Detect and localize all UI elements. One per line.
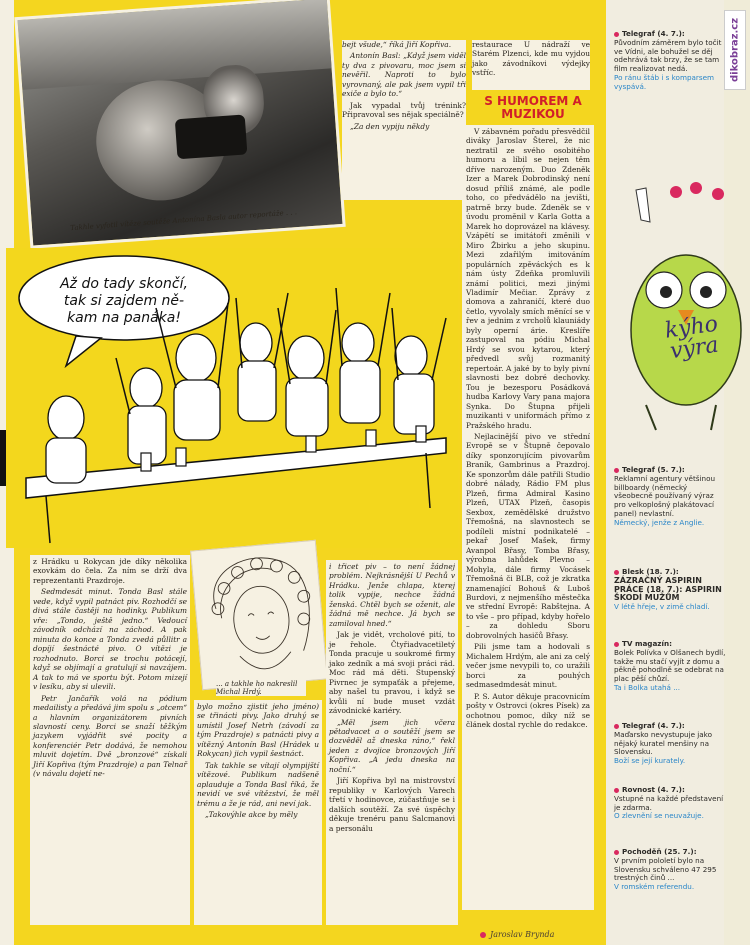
bullet-icon xyxy=(480,932,486,938)
kyho-vyra-title: kýho výra xyxy=(663,311,721,365)
paragraph: bejt všude,“ říká Jiří Kopřiva. xyxy=(342,40,452,49)
article-column-right xyxy=(462,125,594,910)
speech-bubble-line2: tak si zajdem ně- xyxy=(63,293,185,309)
source-label: Telegraf (4. 7.): xyxy=(622,29,685,38)
paragraph: Jak je vidět, vrcholové pití, to je řehole. Čtyřiadvacetiletý Tonda pracuje u soukromé firmy jako zedník a má svoji práci rád. Moc rád má děti. Stupenský Pivrnec je sympaťák a přejeme, aby našel tu pravou, i když se kvůli ní bude muset vzdát závodnické kariéry. xyxy=(329,630,455,716)
source-label: Telegraf (4. 7.): xyxy=(622,721,685,730)
sidebar-item xyxy=(614,640,726,693)
paragraph: z Hrádku u Rokycan jde díky několika exovkám do čela. Za ním se drží dva reprezentanti Prazdroje. xyxy=(33,557,187,585)
paragraph: Nejlacinější pivo ve střední Evropě se v Štupně čepovalo díky sponzorujícím pivovarům Braník, Gambrinus a Prazdroj. Ke sponzorům dále patřili Studio dobré nálady, Rádio FM plus Plzeň, firma Admiral Kasino Plzeň, UTAX Plzeň, časopis Sexbox, zemědělské družstvo Třemošná, na slavnostech se podíleli místní podnikatelé – pekař Josef Mašek, firmy Avanpol Břasy, Tomba Břasy, výrobna lahůdek Plevno – Mohyla, dále firmy Vocásek Třemošná či BLB, což je zkratka znamenající Bohouš & Luboš Burdovi, z nejmenšího městečka ve střední Evropě: Rabštejna. A to vše – pro případ, kdyby hořelo – za dohledu Sboru dobrovolných hasičů Břasy. xyxy=(466,432,590,640)
paragraph: Sedmdesát minut. Tonda Basl stále vede, když vypil patnáct piv. Rozhodčí se divá stále častěji na hodinky. Publikum vře: „Tondo, ještě jedno.“ Vedoucí závodník odchází na záchod. A pak minuta do konce a Tonda zvedá půllitr a dopíjí šestnácté pivo. O vítězi je rozhodnuto. Borci se trochu potácejí, když se objímají a gratulují si navzájem. A tak to má ve sportu být. Potom mizejí v lesíku, aby si ulevili. xyxy=(33,587,187,692)
source-label: Pochoděň (25. 7.): xyxy=(622,847,697,856)
quote-text: ZÁZRAČNÝ ASPIRIN PRÁCE (18. 7.): ASPIRIN ŠKODÍ MUŽŮM xyxy=(614,575,722,603)
sidebar-item xyxy=(614,30,726,91)
portrait-sketch xyxy=(190,540,328,690)
paragraph: restaurace U nádraží ve Starém Plzenci, kde mu vyjdou jako závodníkovi výdejky vstříc. xyxy=(472,40,590,78)
punchline: Německý, jenže z Anglie. xyxy=(614,517,705,527)
sidebar-item xyxy=(614,466,726,527)
bullet-icon xyxy=(614,788,619,793)
quote-text: Bolek Polívka v Olšanech bydlí, takže mu stačí vyjít z domu a pěkně pohodlně se odebrat na plac pěší chůzí. xyxy=(614,647,726,684)
bullet-icon xyxy=(614,570,619,575)
paragraph: i třicet piv – to není žádnej problém. Nejkrásnější U Pechů v Hrádku. Jenže chlapa, kterej tolik vypije, nechce žádná ženská. Chtěl bych se oženit, ale žádná mě nechce. Já bych se zamiloval hned.“ xyxy=(329,562,455,628)
punchline: Po ránu štáb i s komparsem vyspává. xyxy=(614,72,715,91)
source-label: Telegraf (5. 7.): xyxy=(622,465,685,474)
paragraph: Tak takhle se vítají olympijští vítězové. Publikum nadšeně aplauduje a Tonda Basl říká, že nevidí ve své vítězství, že měl trému a že je rád, ani neví jak. xyxy=(197,760,319,808)
bullet-icon xyxy=(614,642,619,647)
sidebar-item xyxy=(614,786,726,821)
section-headline: S HUMOREM A MUZIKOU xyxy=(484,94,582,121)
sidebar-item xyxy=(614,848,726,892)
paragraph: „Za den vypiju někdy xyxy=(350,121,430,131)
site-watermark[interactable]: dikobraz.cz xyxy=(724,10,746,90)
paragraph: Pili jsme tam a hodovali s Michalem Hrdým, ale ani za celý večer jsme nevypili to, co uražili borci za pouhých sedmasedmdesát minut. xyxy=(466,642,590,690)
punchline: O zlevnění se neuvažuje. xyxy=(614,811,704,821)
sidebar-item xyxy=(614,722,726,766)
article-column-2-top xyxy=(342,40,466,200)
paragraph: „Měl jsem jich včera pětadvacet a o soutěží jsem se dozvěděl až dneska ráno,“ řekl jeden z dvojice bronzových Jiří Kopřiva. „A jedu dneska na noční.“ xyxy=(329,717,455,774)
punchline: Ta i Bolka utahá ... xyxy=(614,682,681,692)
bullet-icon xyxy=(614,468,619,473)
author-name: Jaroslav Brynda xyxy=(490,930,555,939)
drinking-cartoon xyxy=(6,248,458,548)
paragraph: V zábavném pořadu přesvědčil diváky Jaroslav Šterel, že nic neztratil ze svého osobitého humoru a líbil se nejen těm dříve narozeným. Duo Zdeněk Izer a Marek Dobrodinský není dosud příliš známé, ale podle toho, co předvádělo na jevišti, patrně brzy bude. Zdeněk se v úvodu proměnil v Karla Gotta a Marek ho doprovázel na klávesy. Vzápětí se imitátoři změnili v Miro Žbirku a jeho skupinu. Mezi zdařilým imitováním populárních zpěváckých es k nám ústy Zdeňka promluvili známí politici, mezi jinými Vladimír Mečiar. Zprávy z domova a zahraničí, které duo četlo, vyvolaly smích měnící se v řev a jednim z vrcholů klauniády byly operní árie. Kreslíře zastupoval na pódiu Michal Hrdý se svou kytarou, který předvedl svůj rozmanitý repertoár. A jaké by to byly pivní slavnosti bez dobré dechovky. Tou je bezesporu Posádková hudba Karlovy Vary pana majora Synka. Do Štupna přijeli muzikanti v uniformách přímo z Pražského hradu. xyxy=(466,127,590,430)
article-column-3-top xyxy=(472,40,590,90)
speech-bubble-line1: Až do tady skončí, xyxy=(60,276,188,292)
source-label: Rovnost (4. 7.): xyxy=(622,785,685,794)
quote-text: V prvním pololetí bylo na Slovensku schváleno 47 295 trestných činů ... xyxy=(614,855,717,883)
paragraph: bylo možno zjistit jeho jméno) se třinácti pivy. Jako druhý se umístil Josef Netrh (závodí za tým Prazdroje) s patnácti pivy a vítězný Antonín Basl (Hrádek u Rokycan) jich vypil šestnáct. xyxy=(197,702,319,759)
paragraph: P. S. Autor děkuje pracovnicím pošty v Ostrovci (okres Písek) za ochotnou pomoc, díky níž se článek dostal rychle do redakce. xyxy=(466,691,590,730)
article-column-1-bottom xyxy=(30,555,190,925)
bullet-icon xyxy=(614,724,619,729)
paragraph: „Takovýhle akce by měly xyxy=(205,810,298,820)
punchline: V romském referendu. xyxy=(614,882,695,892)
byline xyxy=(480,930,554,939)
quote-text: Maďarsko nevystupuje jako nějaký kuratel menšiny na Slovensku. xyxy=(614,729,712,757)
portrait-caption: ... a takhle ho nakreslil Michal Hrdý. xyxy=(216,680,306,696)
paragraph: Petr Jančařík volá na pódium medailisty a předává jim spolu s „otcem“ a hlavním organizátorem pivních slavností ceny. Borci se snaží těžkým jazykem vyjádřit své pocity a konferenciér Petr dodává, že nemohou mluvit dojetím. Dvě „bronzové“ získali Jiří Kopřiva (tým Prazdroje) a pan Telnař (v návalu dojetí ne- xyxy=(33,693,187,779)
article-column-3-bottom xyxy=(326,560,458,925)
quote-text: Reklamní agentury většinou billboardy (německý všeobecně používaný výraz pro velkoplošný plakátovací panel) nevlastní. xyxy=(614,473,716,518)
speech-bubble-line3: kam na panáka! xyxy=(67,310,181,326)
quote-text: Původním záměrem bylo točit ve Vídni, ale bohužel se děj odehrává tak brzy, že se tam film realizovat nedá. xyxy=(614,37,722,74)
paragraph: Jak vypadal tvůj trénink? Připravoval ses nějak speciálně? xyxy=(342,100,466,120)
paragraph: Antonín Basl: „Když jsem viděl ty dva z pivovaru, moc jsem si nevěřil. Naproti to bylo vyrovnaný, ale pak jsem vypil tři exiče a bylo to.“ xyxy=(342,51,466,99)
punchline: Boží se její kurately. xyxy=(614,756,686,766)
bullet-icon xyxy=(614,850,619,855)
bullet-icon xyxy=(614,32,619,37)
punchline: V létě hřeje, v zimě chladí. xyxy=(614,602,710,612)
sidebar-item xyxy=(614,568,726,612)
paragraph: Jiří Kopřiva byl na mistrovství republiky v Karlových Varech třetí v hodinovce, zúčastňuje se i dalších soutěží. Za své úspěchy děkuje trenéru panu Salcmanovi a personálu xyxy=(329,776,455,833)
source-label: Blesk (18. 7.): xyxy=(622,567,679,576)
article-column-2-bottom xyxy=(194,700,322,925)
photo-caption: Takhle vyfotil vítěze soutěže Antonína Basla autor reportáže . . . xyxy=(70,208,298,233)
source-label: TV magazín: xyxy=(622,639,672,648)
quote-text: Vstupné na každé představení je zdarma. xyxy=(614,793,724,812)
